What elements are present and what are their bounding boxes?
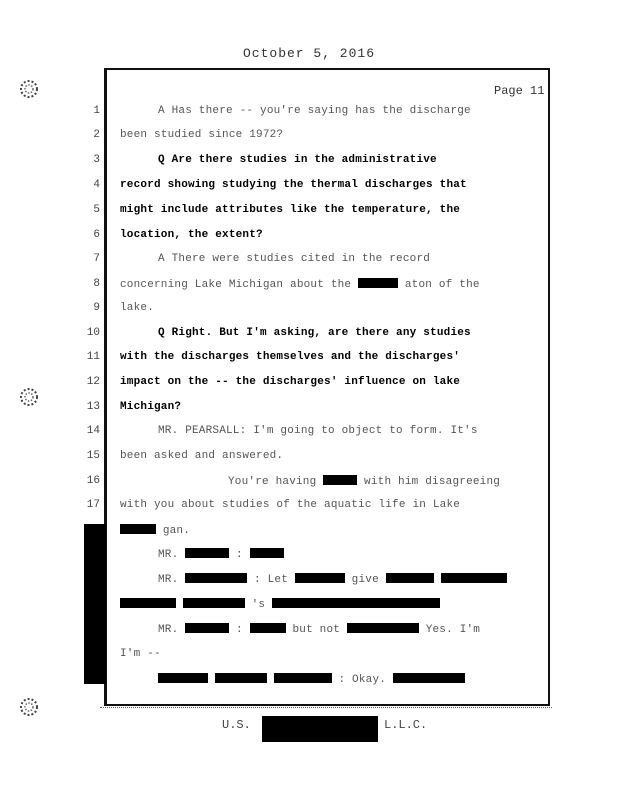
line-text-start: concerning Lake Michigan about the — [120, 279, 352, 291]
line-text-mid: : — [236, 624, 243, 636]
redaction-block — [393, 673, 465, 683]
punch-hole-mark — [18, 696, 40, 718]
line-text — [120, 623, 578, 636]
line-number: 17 — [86, 499, 100, 511]
line-number: 3 — [93, 154, 100, 166]
line-text: A Has there -- you're saying has the discharge — [158, 105, 471, 117]
line-number: 7 — [93, 253, 100, 265]
transcript-line — [0, 327, 618, 347]
redaction-block — [441, 573, 507, 583]
line-text: Michigan? — [120, 401, 182, 413]
page-footer — [0, 716, 618, 746]
line-number: 12 — [86, 376, 100, 388]
redaction-block — [120, 598, 176, 608]
transcript-line — [0, 401, 618, 421]
line-text: been studied since 1972? — [120, 129, 284, 141]
transcript-line — [0, 524, 618, 544]
line-number: 1 — [93, 105, 100, 117]
transcript-line — [0, 450, 618, 470]
transcript-line — [0, 673, 618, 693]
line-text: A There were studies cited in the record — [158, 253, 431, 265]
line-number: 10 — [86, 327, 100, 339]
redaction-block — [323, 475, 357, 485]
transcript-line — [0, 154, 618, 174]
redaction-block — [272, 598, 440, 608]
line-text-end: Yes. I'm — [425, 624, 481, 636]
redaction-block — [120, 524, 156, 534]
punch-hole-mark — [18, 78, 40, 100]
redaction-block — [358, 278, 398, 288]
line-number: 14 — [86, 425, 100, 437]
redaction-block — [250, 548, 284, 558]
transcript-line — [0, 278, 618, 298]
line-text: Q Right. But I'm asking, are there any studies — [158, 327, 471, 339]
transcript-line — [0, 376, 618, 396]
line-number: 16 — [86, 475, 100, 487]
line-number: 11 — [86, 351, 100, 363]
line-number: 15 — [86, 450, 100, 462]
line-text-mid: : — [236, 549, 243, 561]
line-text — [120, 673, 578, 686]
line-text-start: MR. — [158, 574, 179, 586]
redaction-block — [185, 623, 229, 633]
line-text-start: MR. — [158, 624, 179, 636]
line-text-start: MR. — [158, 549, 179, 561]
frame-shadow-line — [100, 707, 552, 709]
line-text — [120, 475, 618, 488]
line-number: 6 — [93, 229, 100, 241]
header-date: October 5, 2016 — [242, 46, 376, 61]
redaction-block — [274, 673, 332, 683]
line-text-start: You're having — [228, 476, 317, 488]
line-text: Q Are there studies in the administrative — [158, 154, 437, 166]
line-text — [120, 524, 540, 537]
transcript-line — [0, 302, 618, 322]
footer-left-text: U.S. — [222, 718, 251, 732]
redaction-block — [295, 573, 345, 583]
redaction-block — [347, 623, 419, 633]
line-text: I'm -- — [120, 648, 161, 660]
redaction-block — [250, 623, 286, 633]
line-text-end: with him disagreeing — [364, 476, 501, 488]
transcript-line — [0, 623, 618, 643]
redaction-block — [386, 573, 434, 583]
transcript-line — [0, 648, 618, 668]
line-text-mid: : Let — [254, 574, 289, 586]
transcript-line — [0, 351, 618, 371]
transcript-line — [0, 548, 618, 568]
redaction-block — [158, 673, 208, 683]
page-number: Page 11 — [494, 84, 545, 98]
line-text-mid: : Okay. — [338, 674, 387, 686]
line-number: 2 — [93, 129, 100, 141]
line-text-mid2: but not — [292, 624, 341, 636]
line-text: location, the extent? — [120, 229, 263, 241]
transcript-line — [0, 129, 618, 149]
transcript-line — [0, 179, 618, 199]
line-text-mid: 's — [251, 599, 266, 611]
line-text: with you about studies of the aquatic life in Lake — [120, 499, 461, 511]
redaction-block — [215, 673, 267, 683]
footer-right-text: L.L.C. — [384, 718, 428, 732]
line-text: might include attributes like the temperature, the — [120, 204, 461, 216]
line-text: lake. — [120, 302, 155, 314]
transcript-line — [0, 105, 618, 125]
line-text — [120, 598, 540, 611]
line-text-end: aton of the — [404, 279, 480, 291]
line-number: 13 — [86, 401, 100, 413]
line-text — [120, 548, 578, 561]
transcript-line — [0, 253, 618, 273]
redaction-block — [262, 716, 378, 742]
redaction-block — [185, 573, 247, 583]
transcript-line — [0, 475, 618, 495]
transcript-line — [0, 204, 618, 224]
line-text: with the discharges themselves and the discharges' — [120, 351, 461, 363]
line-text: impact on the -- the discharges' influence on lake — [120, 376, 461, 388]
line-text — [120, 573, 578, 586]
line-number: 9 — [93, 302, 100, 314]
transcript-line — [0, 425, 618, 445]
line-number: 4 — [93, 179, 100, 191]
line-text-mid2: give — [351, 574, 379, 586]
redaction-block — [185, 548, 229, 558]
line-number: 8 — [93, 278, 100, 290]
line-text: record showing studying the thermal discharges that — [120, 179, 467, 191]
transcript-line — [0, 229, 618, 249]
line-text — [120, 278, 540, 291]
transcript-line — [0, 573, 618, 593]
transcript-line — [0, 598, 618, 618]
redaction-block — [183, 598, 245, 608]
line-number: 5 — [93, 204, 100, 216]
transcript-line — [0, 499, 618, 519]
line-text: MR. PEARSALL: I'm going to object to form. It's — [158, 425, 478, 437]
line-text: been asked and answered. — [120, 450, 284, 462]
line-text-end: gan. — [162, 525, 191, 537]
